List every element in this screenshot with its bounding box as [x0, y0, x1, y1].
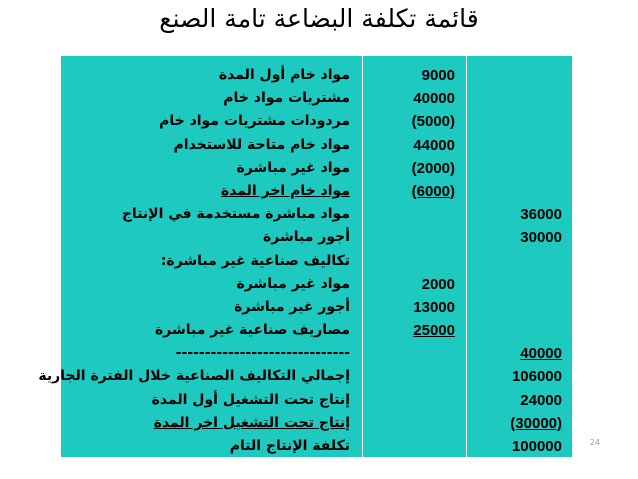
row-description: أجور غير مباشرة: [234, 298, 350, 315]
row-detail-amount: (6000): [411, 182, 455, 200]
row-total-amount: 24000: [520, 391, 562, 409]
row-detail-amount: 40000: [413, 90, 455, 108]
row-description: مواد مباشرة مستخدمة في الإنتاج: [121, 206, 350, 223]
row-detail-amount: (5000): [411, 113, 455, 131]
cost-statement-table: [38, 56, 572, 457]
row-description: مواد غير مباشرة: [236, 275, 350, 292]
row-total-amount: 40000: [520, 345, 562, 363]
row-description: إنتاج تحت التشغيل أول المدة: [151, 391, 350, 408]
row-description: مواد خام أول المدة: [218, 67, 350, 83]
row-total-amount: (30000): [510, 414, 562, 432]
row-detail-amount: 25000: [413, 322, 455, 340]
row-description: أجور مباشرة: [263, 229, 350, 246]
row-description: مصاريف صناعية غير مباشرة: [155, 322, 350, 339]
column-divider: [466, 56, 467, 457]
row-description: مواد خام اخر المدة: [220, 182, 350, 199]
row-total-amount: 100000: [511, 438, 562, 455]
row-detail-amount: (2000): [411, 159, 455, 177]
row-total-amount: 30000: [520, 229, 562, 247]
row-description: إنتاج تحت التشغيل اخر المدة: [153, 414, 350, 431]
row-description: مشتريات مواد خام: [223, 90, 350, 107]
row-total-amount: 106000: [511, 368, 562, 386]
row-detail-amount: 2000: [421, 275, 455, 293]
total-amount-column: [496, 64, 562, 458]
page-number: 24: [589, 438, 600, 447]
detail-amount-column: [363, 64, 455, 458]
row-total-amount: 36000: [520, 206, 562, 224]
row-detail-amount: 9000: [421, 67, 455, 84]
row-detail-amount: 13000: [413, 298, 455, 316]
row-description: ------------------------------: [175, 345, 350, 362]
row-description: مواد خام متاحة للاستخدام: [173, 136, 350, 153]
row-detail-amount: 44000: [413, 136, 455, 154]
description-column: [38, 64, 362, 458]
page-title: قائمة تكلفة البضاعة تامة الصنع: [159, 4, 479, 33]
row-description: تكاليف صناعية غير مباشرة:: [160, 252, 350, 269]
row-description: مردودات مشتريات مواد خام: [159, 113, 350, 130]
row-description: إجمالي التكاليف الصناعية خلال الفترة الجارية: [38, 368, 350, 385]
row-description: تكلفة الإنتاج التام: [229, 438, 350, 454]
row-description: مواد غير مباشرة: [236, 159, 350, 176]
